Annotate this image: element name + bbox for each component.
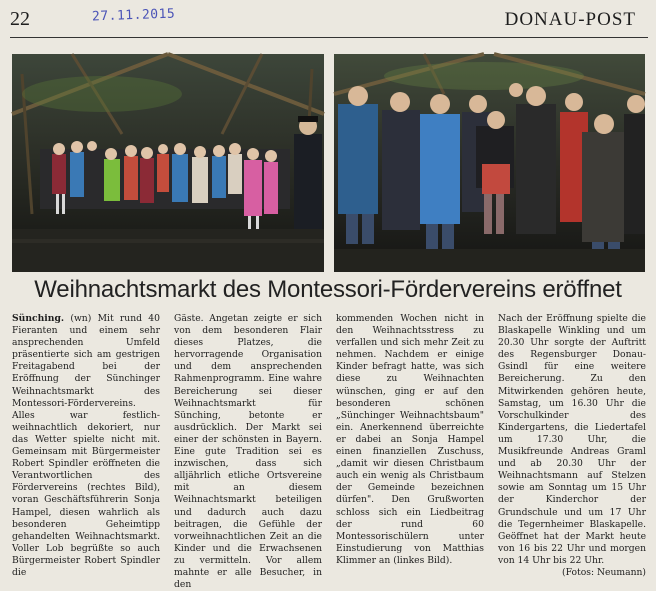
children-choir-photo bbox=[12, 54, 324, 272]
photo-credit: (Fotos: Neumann) bbox=[562, 566, 646, 578]
page-header bbox=[0, 0, 656, 40]
photo-image bbox=[334, 54, 645, 272]
column-text: (wn) Mit rund 40 Fieranten und einem sehr ansprechenden Umfeld präsentierte sich am gestrigen Freitagabend bei der Eröffnung der Sünchinger Weihnachtsmarkt des Montessori-Fördervereins. Alles war festlich-weihnachtlich dekoriert, nur das Wetter spielte nicht mit. Gemeinsam mit Bürgermeister Robert Spindler eröffneten die Verantwortlichen des Fördervereins (rechtes Bild), voran Geschäftsführerin Sonja Hampel, diesen wahrlich als besonderen Geheimtipp gehandelten Weihnachtsmarkt. Voller Lob begrüßte so auch Bürgermeister Robert Spindler die bbox=[12, 313, 160, 578]
column-text: Nach der Eröffnung spielte die Blaskapelle Winkling und um 20.30 Uhr sorgte der Auftritt des Regensburger Donau-Gsindl für eine weitere Bereicherung. Zu den Mitwirkenden gehören heute, Samstag, um 16.30 Uhr die Vorschulkinder des Kindergartens, die Liedertafel um 17.30 Uhr, die Musikfreunde Andreas Graml und ab 20.30 Uhr der Weihnachtsmann auf Stelzen sowie am Sonntag um 15 Uhr der Kinderchor der Grundschule und um 17 Uhr die Tegernheimer Blaskapelle. Geöffnet hat der Markt heute von 16 bis 22 Uhr und morgen von 14 Uhr bis 22 Uhr. bbox=[498, 313, 646, 566]
article-column-1 bbox=[12, 313, 160, 578]
dateline: Sünching. bbox=[12, 313, 65, 324]
header-rule bbox=[10, 37, 648, 38]
photo-image bbox=[12, 54, 324, 272]
article-column-3 bbox=[336, 313, 484, 566]
organizers-group-photo bbox=[334, 54, 645, 272]
article-headline: Weihnachtsmarkt des Montessori-Fördervereins eröffnet bbox=[34, 276, 622, 303]
article-column-2 bbox=[174, 313, 322, 591]
newspaper-name: DONAU-POST bbox=[504, 9, 636, 30]
article-column-4 bbox=[498, 313, 646, 578]
column-text: Gäste. Angetan zeigte er sich von dem besonderen Flair dieses Platzes, die hervorragende Organisation und dem ansprechenden Rahmenprogramm. Eine wahre Bereicherung sei dieser Weihnachtsmarkt für Sünching, betonte er ausdrücklich. Der Markt sei einer der schönsten in Bayern. Eine gute Tradition sei es inzwischen, dass sich alljährlich etliche Ortsvereine mit an diesem Weihnachtsmarkt beteiligen und dadurch auch dazu beitragen, die Gefühle der vorweihnachtlichen Zeit an die Kinder und die Erwachsenen zu vermitteln. Vor allem mahnte er alle Besucher, in den bbox=[174, 313, 322, 591]
column-text: kommenden Wochen nicht in den Weihnachtsstress zu verfallen und sich mehr Zeit zu nehmen. Nachdem er einige Kinder befragt hatte, was sich diese zu Weihnachten wünschen, ging er auf den besonderen schönen „Sünchinger Weihnachtsbaum" ein. Anerkennend überreichte er dabei an Sonja Hampel einen finanziellen Zuschuss, „damit wir diesen Christbaum auch ein wenig als Christbaum der Gemeinde bezeichnen dürfen". Den Grußworten schloss sich ein Liedbeitrag der rund 60 Montessorischülern unter Einstudierung von Matthias Klimmer an (linkes Bild). bbox=[336, 313, 484, 566]
handwritten-date: 27.11.2015 bbox=[91, 6, 176, 25]
article-body bbox=[12, 313, 646, 591]
page-number: 22 bbox=[10, 8, 30, 30]
